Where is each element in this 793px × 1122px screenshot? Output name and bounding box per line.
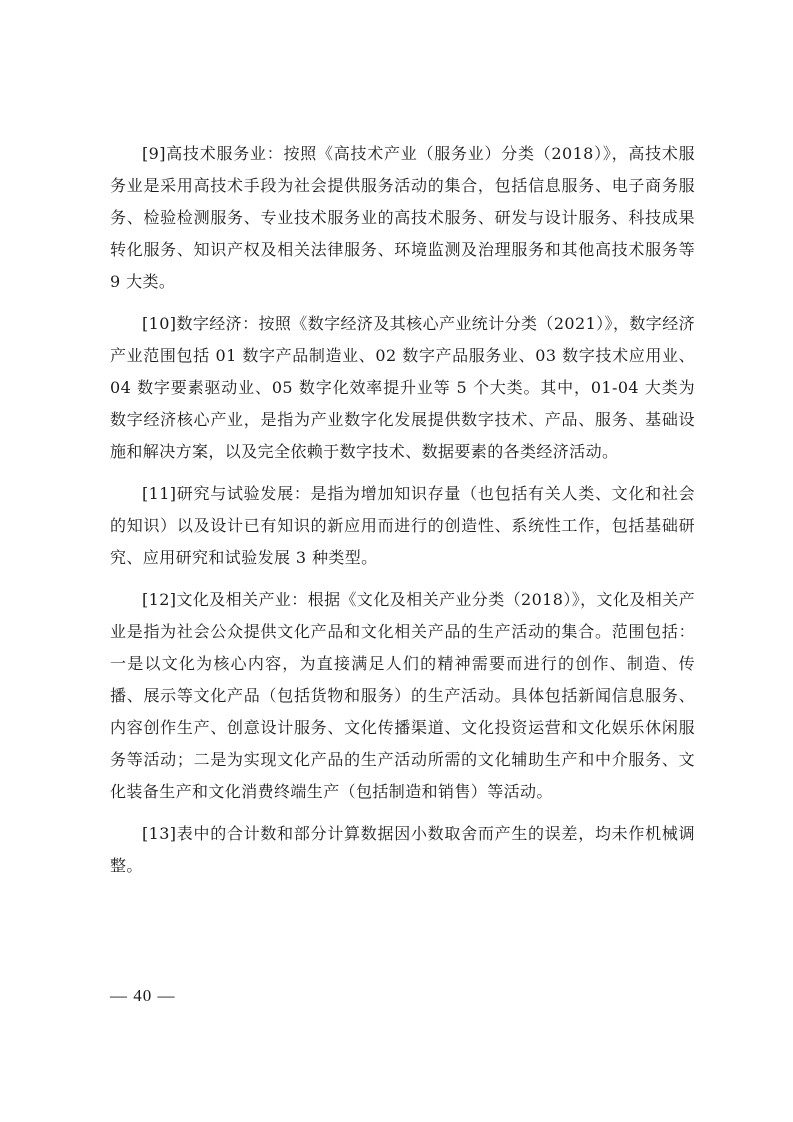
note-9-high-tech-services: [9]高技术服务业：按照《高技术产业（服务业）分类（2018）》，高技术服务业是采用高技术手段为社会提供服务活动的集合，包括信息服务、电子商务服务、检验检测服务、专业技术服务业的高技术服务、研发与设计服务、科技成果转化服务、知识产权及相关法律服务、环境监测及治理服务和其他高技术服务等 9 大类。 [110, 144, 695, 291]
note-11-research-development: [11]研究与试验发展：是指为增加知识存量（也包括有关人类、文化和社会的知识）以及设计已有知识的新应用而进行的创造性、系统性工作，包括基础研究、应用研究和试验发展 3 种类型。 [110, 484, 695, 567]
note-10-digital-economy: [10]数字经济：按照《数字经济及其核心产业统计分类（2021）》，数字经济产业范围包括 01 数字产品制造业、02 数字产品服务业、03 数字技术应用业、04 数字要素驱动业、05 数字化效率提升业等 5 个大类。其中，01-04 大类为数字经济核心产业，是指为产业数字化发展提供数字技术、产品、服务、基础设施和解决方案，以及完全依赖于数字技术、数据要素的各类经济活动。 [110, 314, 695, 461]
page-number: — 40 — [110, 986, 176, 1005]
notes-section [110, 138, 695, 892]
note-13-rounding: [13]表中的合计数和部分计算数据因小数取舍而产生的误差，均未作机械调整。 [110, 824, 695, 875]
note-12-cultural-industries: [12]文化及相关产业：根据《文化及相关产业分类（2018）》，文化及相关产业是指为社会公众提供文化产品和文化相关产品的生产活动的集合。范围包括：一是以文化为核心内容，为直接满足人们的精神需要而进行的创作、制造、传播、展示等文化产品（包括货物和服务）的生产活动。具体包括新闻信息服务、内容创作生产、创意设计服务、文化传播渠道、文化投资运营和文化娱乐休闲服务等活动；二是为实现文化产品的生产活动所需的文化辅助生产和中介服务、文化装备生产和文化消费终端生产（包括制造和销售）等活动。 [110, 590, 695, 801]
